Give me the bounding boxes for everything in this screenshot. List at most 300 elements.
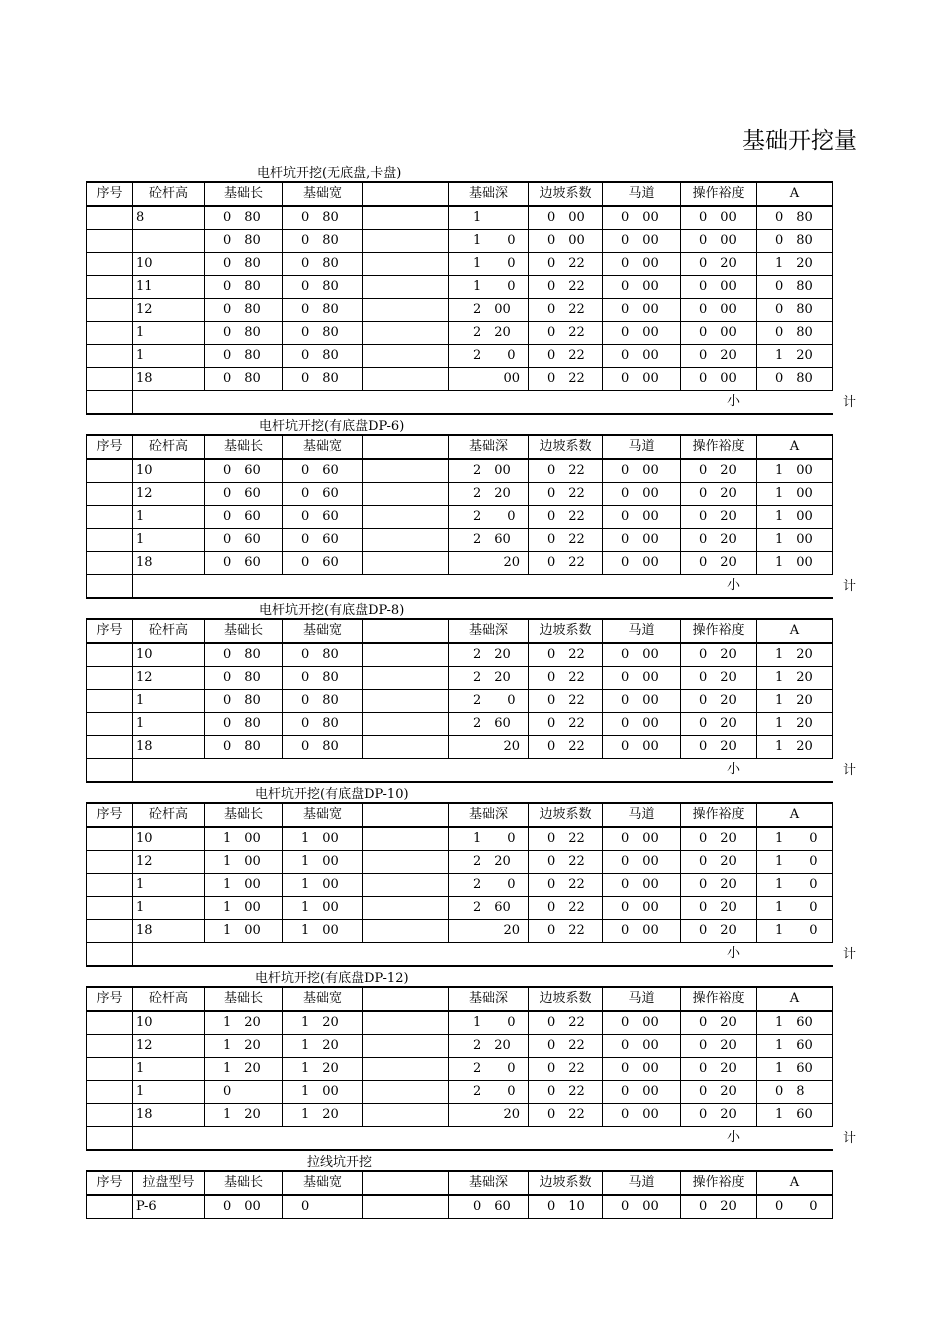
table-cell[interactable]: 0 80 <box>283 643 363 667</box>
table-cell[interactable]: 0 22 <box>529 506 603 529</box>
table-cell[interactable] <box>363 920 449 943</box>
table-cell[interactable]: 0 00 <box>529 206 603 230</box>
table-cell[interactable]: 2 00 <box>449 459 529 483</box>
table-cell[interactable]: 0 20 <box>681 736 757 759</box>
table-cell[interactable]: 0 20 <box>681 529 757 552</box>
table-cell[interactable]: 0 00 <box>603 643 681 667</box>
table-cell[interactable] <box>363 1058 449 1081</box>
table-cell[interactable]: 1 20 <box>283 1035 363 1058</box>
table-cell[interactable]: 0 20 <box>681 713 757 736</box>
table-cell[interactable]: 18 <box>133 920 205 943</box>
table-cell[interactable]: 0 00 <box>603 1081 681 1104</box>
table-cell[interactable]: 0 60 <box>205 552 283 575</box>
table-cell[interactable]: 0 00 <box>603 667 681 690</box>
table-cell[interactable]: 1 00 <box>283 827 363 851</box>
table-cell[interactable]: 1 <box>133 1058 205 1081</box>
table-cell[interactable] <box>87 1104 133 1127</box>
table-cell[interactable]: 1 0 <box>449 230 529 253</box>
table-cell[interactable] <box>87 1195 133 1219</box>
table-cell[interactable]: 0 20 <box>681 345 757 368</box>
table-cell[interactable]: 0 60 <box>205 506 283 529</box>
table-cell[interactable]: 2 20 <box>449 667 529 690</box>
table-cell[interactable]: 1 20 <box>757 690 833 713</box>
table-cell[interactable]: 0 <box>283 1195 363 1219</box>
table-cell[interactable]: 0 80 <box>757 230 833 253</box>
table-cell[interactable]: 1 60 <box>757 1104 833 1127</box>
table-cell[interactable]: 20 <box>449 920 529 943</box>
table-cell[interactable]: 1 20 <box>283 1011 363 1035</box>
table-cell[interactable] <box>363 736 449 759</box>
table-cell[interactable] <box>87 1011 133 1035</box>
table-cell[interactable]: 0 80 <box>205 667 283 690</box>
table-cell[interactable]: 0 20 <box>681 1104 757 1127</box>
table-cell[interactable]: 0 00 <box>529 230 603 253</box>
table-cell[interactable]: 0 00 <box>681 206 757 230</box>
table-cell[interactable] <box>87 322 133 345</box>
table-cell[interactable]: 0 60 <box>283 483 363 506</box>
table-cell[interactable]: 0 00 <box>603 206 681 230</box>
table-cell[interactable]: 11 <box>133 276 205 299</box>
table-cell[interactable]: 0 00 <box>603 529 681 552</box>
table-cell[interactable]: 0 60 <box>205 529 283 552</box>
table-cell[interactable] <box>363 874 449 897</box>
table-cell[interactable] <box>87 529 133 552</box>
table-cell[interactable]: 0 00 <box>603 897 681 920</box>
table-cell[interactable] <box>363 1011 449 1035</box>
table-cell[interactable]: 1 60 <box>757 1035 833 1058</box>
table-cell[interactable]: 0 20 <box>681 643 757 667</box>
table-cell[interactable]: 2 60 <box>449 897 529 920</box>
table-cell[interactable]: 0 80 <box>283 206 363 230</box>
table-cell[interactable] <box>87 552 133 575</box>
table-cell[interactable] <box>87 299 133 322</box>
table-cell[interactable]: 0 80 <box>205 206 283 230</box>
table-cell[interactable]: 1 0 <box>757 897 833 920</box>
table-cell[interactable]: 0 22 <box>529 299 603 322</box>
table-cell[interactable]: 1 00 <box>205 827 283 851</box>
table-cell[interactable]: 18 <box>133 552 205 575</box>
table-cell[interactable]: 1 0 <box>757 851 833 874</box>
table-cell[interactable]: 0 00 <box>603 874 681 897</box>
table-cell[interactable]: 1 <box>133 345 205 368</box>
table-cell[interactable]: 0 80 <box>283 690 363 713</box>
table-cell[interactable]: 0 20 <box>681 690 757 713</box>
table-cell[interactable]: 2 0 <box>449 874 529 897</box>
table-cell[interactable]: 1 00 <box>757 483 833 506</box>
table-cell[interactable] <box>87 276 133 299</box>
table-cell[interactable]: 2 0 <box>449 1058 529 1081</box>
table-cell[interactable]: 0 00 <box>603 322 681 345</box>
table-cell[interactable]: 1 20 <box>757 713 833 736</box>
table-cell[interactable]: 0 22 <box>529 874 603 897</box>
table-cell[interactable]: 12 <box>133 483 205 506</box>
table-cell[interactable] <box>87 736 133 759</box>
table-cell[interactable]: 1 <box>133 322 205 345</box>
table-cell[interactable] <box>87 851 133 874</box>
table-cell[interactable]: 0 00 <box>681 368 757 391</box>
table-cell[interactable]: 0 20 <box>681 506 757 529</box>
table-cell[interactable]: 0 22 <box>529 322 603 345</box>
table-cell[interactable]: 10 <box>133 1011 205 1035</box>
table-cell[interactable]: 1 0 <box>757 827 833 851</box>
table-cell[interactable]: 0 22 <box>529 827 603 851</box>
column-header: 边坡系数 <box>529 619 603 643</box>
table-row <box>87 1081 833 1104</box>
table-cell[interactable] <box>363 506 449 529</box>
table-cell[interactable]: 1 0 <box>757 920 833 943</box>
table-cell[interactable]: 1 20 <box>757 736 833 759</box>
table-cell[interactable]: 1 <box>133 1081 205 1104</box>
table-cell[interactable] <box>87 230 133 253</box>
table-cell[interactable]: 20 <box>449 1104 529 1127</box>
table-cell[interactable]: 10 <box>133 459 205 483</box>
table-cell[interactable]: 0 22 <box>529 1058 603 1081</box>
table-cell[interactable]: 0 00 <box>603 368 681 391</box>
table-cell[interactable]: 0 60 <box>205 483 283 506</box>
table-cell[interactable] <box>363 851 449 874</box>
table-cell[interactable]: 2 0 <box>449 345 529 368</box>
table-cell[interactable]: 18 <box>133 1104 205 1127</box>
table-cell[interactable] <box>363 253 449 276</box>
table-cell[interactable]: 1 0 <box>449 276 529 299</box>
table-cell[interactable] <box>363 552 449 575</box>
table-cell[interactable] <box>133 230 205 253</box>
table-cell[interactable]: 0 80 <box>283 345 363 368</box>
table-cell[interactable]: 0 0 <box>757 1195 833 1219</box>
table-cell[interactable] <box>87 368 133 391</box>
table-cell[interactable]: 0 80 <box>205 643 283 667</box>
table-cell[interactable]: 1 20 <box>757 253 833 276</box>
table-cell[interactable] <box>363 690 449 713</box>
table-cell[interactable]: 10 <box>133 643 205 667</box>
table-cell[interactable]: 1 20 <box>757 345 833 368</box>
table-cell[interactable]: 0 00 <box>603 276 681 299</box>
table-cell[interactable]: 0 20 <box>681 483 757 506</box>
table-cell[interactable]: 1 00 <box>205 874 283 897</box>
table-cell[interactable] <box>363 667 449 690</box>
table-cell[interactable]: 0 00 <box>681 299 757 322</box>
table-cell[interactable]: 0 22 <box>529 1035 603 1058</box>
table-cell[interactable]: 1 20 <box>757 667 833 690</box>
table-cell[interactable]: 1 0 <box>449 1011 529 1035</box>
table-cell[interactable]: 1 00 <box>757 552 833 575</box>
table-cell[interactable]: 1 00 <box>283 1081 363 1104</box>
table-cell[interactable]: 0 00 <box>603 920 681 943</box>
table-cell[interactable]: 0 80 <box>283 276 363 299</box>
table-cell[interactable]: 0 60 <box>283 552 363 575</box>
table-cell[interactable]: 2 0 <box>449 690 529 713</box>
table-cell[interactable]: 0 80 <box>757 206 833 230</box>
column-header: 基础深 <box>449 1171 529 1195</box>
table-cell[interactable]: 0 20 <box>681 1195 757 1219</box>
table-cell[interactable]: 00 <box>449 368 529 391</box>
table-cell[interactable]: 2 0 <box>449 1081 529 1104</box>
table-cell[interactable]: 10 <box>133 827 205 851</box>
table-cell[interactable] <box>363 299 449 322</box>
table-cell[interactable]: 0 80 <box>205 736 283 759</box>
table-cell[interactable]: 0 22 <box>529 345 603 368</box>
table-cell[interactable] <box>87 920 133 943</box>
table-cell[interactable]: 1 60 <box>757 1058 833 1081</box>
table-cell[interactable] <box>87 690 133 713</box>
table-cell[interactable]: 0 20 <box>681 667 757 690</box>
table-cell[interactable] <box>87 253 133 276</box>
table-cell[interactable]: 1 00 <box>757 529 833 552</box>
table-cell[interactable]: 2 20 <box>449 322 529 345</box>
table-cell[interactable]: 0 80 <box>283 736 363 759</box>
table-cell[interactable]: 0 22 <box>529 690 603 713</box>
table-cell[interactable]: 12 <box>133 667 205 690</box>
table-cell[interactable]: 1 20 <box>205 1058 283 1081</box>
table-cell[interactable]: 12 <box>133 299 205 322</box>
table-cell[interactable] <box>87 667 133 690</box>
table-cell[interactable]: 0 20 <box>681 1011 757 1035</box>
column-header: 基础宽 <box>283 987 363 1011</box>
table-cell[interactable]: 0 00 <box>603 1104 681 1127</box>
table-cell[interactable]: 0 80 <box>283 667 363 690</box>
table-cell[interactable]: 0 20 <box>681 874 757 897</box>
table-cell[interactable]: 1 <box>449 206 529 230</box>
table-cell[interactable]: 1 <box>133 897 205 920</box>
table-cell[interactable]: 0 22 <box>529 552 603 575</box>
table-cell[interactable]: 0 22 <box>529 851 603 874</box>
table-cell[interactable]: 1 20 <box>205 1011 283 1035</box>
table-cell[interactable]: 1 <box>133 874 205 897</box>
table-cell[interactable]: 0 20 <box>681 1035 757 1058</box>
table-cell[interactable]: 0 80 <box>283 253 363 276</box>
table-cell[interactable]: 0 80 <box>757 299 833 322</box>
table-cell[interactable]: 1 <box>133 713 205 736</box>
table-cell[interactable]: 0 <box>205 1081 283 1104</box>
table-cell[interactable]: 0 80 <box>205 322 283 345</box>
table-cell[interactable]: 1 20 <box>205 1104 283 1127</box>
table-cell[interactable]: 0 00 <box>603 1195 681 1219</box>
table-cell[interactable]: 2 60 <box>449 529 529 552</box>
table-cell[interactable]: 0 20 <box>681 1081 757 1104</box>
column-header: 基础深 <box>449 803 529 827</box>
table-cell[interactable]: 1 00 <box>205 851 283 874</box>
table-cell[interactable]: 0 80 <box>757 368 833 391</box>
table-cell[interactable]: 0 00 <box>603 1011 681 1035</box>
table-row <box>87 552 833 575</box>
table-cell[interactable]: 0 22 <box>529 713 603 736</box>
table-cell[interactable]: 0 00 <box>603 1035 681 1058</box>
table-cell[interactable]: 2 20 <box>449 643 529 667</box>
table-cell[interactable] <box>363 1035 449 1058</box>
table-cell[interactable] <box>363 345 449 368</box>
table-cell[interactable]: 0 22 <box>529 459 603 483</box>
table-cell[interactable]: 0 22 <box>529 1081 603 1104</box>
table-cell[interactable]: 1 <box>133 529 205 552</box>
table-cell[interactable]: 18 <box>133 368 205 391</box>
table-cell[interactable]: 1 0 <box>757 874 833 897</box>
table-cell[interactable]: 0 22 <box>529 276 603 299</box>
table-cell[interactable]: 0 00 <box>603 851 681 874</box>
table-cell[interactable]: 1 20 <box>205 1035 283 1058</box>
table-cell[interactable]: 0 60 <box>283 529 363 552</box>
table-cell[interactable]: 18 <box>133 736 205 759</box>
table-cell[interactable]: 0 22 <box>529 643 603 667</box>
table-cell[interactable] <box>87 1058 133 1081</box>
table-cell[interactable] <box>363 897 449 920</box>
table-cell[interactable]: 0 00 <box>603 713 681 736</box>
table-cell[interactable] <box>363 322 449 345</box>
table-cell[interactable]: 0 22 <box>529 1011 603 1035</box>
table-cell[interactable]: 0 20 <box>681 920 757 943</box>
table-cell[interactable]: 0 20 <box>681 459 757 483</box>
table-cell[interactable] <box>363 230 449 253</box>
table-cell[interactable]: 0 80 <box>283 299 363 322</box>
table-cell[interactable]: 0 80 <box>205 230 283 253</box>
table-cell[interactable]: 0 80 <box>205 368 283 391</box>
table-cell[interactable]: 1 00 <box>205 897 283 920</box>
table-cell[interactable]: 0 80 <box>283 322 363 345</box>
table-cell[interactable]: 0 00 <box>603 506 681 529</box>
table-cell[interactable]: 0 60 <box>205 459 283 483</box>
table-cell[interactable]: 2 60 <box>449 713 529 736</box>
table-cell[interactable] <box>87 827 133 851</box>
table-cell[interactable]: 0 80 <box>283 713 363 736</box>
table-cell[interactable] <box>87 206 133 230</box>
table-cell[interactable]: 0 20 <box>681 851 757 874</box>
table-cell[interactable] <box>363 368 449 391</box>
table-cell[interactable] <box>363 459 449 483</box>
table-cell[interactable]: 1 00 <box>757 506 833 529</box>
table-cell[interactable]: 0 00 <box>603 690 681 713</box>
table-cell[interactable]: 1 00 <box>757 459 833 483</box>
table-cell[interactable]: 0 80 <box>283 368 363 391</box>
table-cell[interactable] <box>363 1104 449 1127</box>
table-cell[interactable] <box>363 1081 449 1104</box>
table-cell[interactable] <box>87 483 133 506</box>
table-cell[interactable]: 0 00 <box>205 1195 283 1219</box>
table-cell[interactable] <box>363 483 449 506</box>
table-cell[interactable]: 0 20 <box>681 897 757 920</box>
table-cell[interactable]: 0 60 <box>449 1195 529 1219</box>
table-cell[interactable]: 0 22 <box>529 920 603 943</box>
table-row <box>87 368 833 391</box>
table-cell[interactable]: 0 00 <box>603 1058 681 1081</box>
table-cell[interactable]: 0 60 <box>283 506 363 529</box>
table-cell[interactable]: 1 00 <box>283 920 363 943</box>
table-cell[interactable] <box>363 529 449 552</box>
table-cell[interactable] <box>87 643 133 667</box>
table-cell[interactable]: 10 <box>133 253 205 276</box>
table-cell[interactable]: 0 20 <box>681 827 757 851</box>
table-cell[interactable] <box>87 897 133 920</box>
table-cell[interactable]: 0 00 <box>681 230 757 253</box>
column-header: A <box>757 182 833 206</box>
table-cell[interactable]: 1 20 <box>283 1104 363 1127</box>
table-cell[interactable]: 0 20 <box>681 552 757 575</box>
table-cell[interactable]: 1 0 <box>449 253 529 276</box>
table-cell[interactable]: 0 00 <box>603 459 681 483</box>
table-cell[interactable]: 0 80 <box>205 713 283 736</box>
table-cell[interactable]: 0 20 <box>681 253 757 276</box>
table-cell[interactable]: 0 00 <box>603 552 681 575</box>
table-cell[interactable]: 1 20 <box>283 1058 363 1081</box>
table-cell[interactable]: 0 80 <box>757 276 833 299</box>
table-cell[interactable]: 0 80 <box>757 322 833 345</box>
table-cell[interactable]: 0 22 <box>529 483 603 506</box>
table-cell[interactable]: 0 00 <box>603 736 681 759</box>
table-cell[interactable]: 0 80 <box>205 299 283 322</box>
table-cell[interactable]: 0 22 <box>529 1104 603 1127</box>
table-cell[interactable]: 0 00 <box>603 299 681 322</box>
table-cell[interactable]: 12 <box>133 1035 205 1058</box>
table-cell[interactable]: 0 00 <box>603 253 681 276</box>
table-cell[interactable]: 1 00 <box>283 897 363 920</box>
table-cell[interactable]: P-6 <box>133 1195 205 1219</box>
table-cell[interactable] <box>363 713 449 736</box>
table-cell[interactable]: 2 20 <box>449 851 529 874</box>
table-cell[interactable]: 1 <box>133 506 205 529</box>
table-cell[interactable]: 0 20 <box>681 1058 757 1081</box>
table-cell[interactable]: 2 00 <box>449 299 529 322</box>
table-cell[interactable]: 1 <box>133 690 205 713</box>
table-cell[interactable]: 12 <box>133 851 205 874</box>
column-header: 操作裕度 <box>681 619 757 643</box>
table-cell[interactable] <box>363 206 449 230</box>
table-cell[interactable] <box>87 1081 133 1104</box>
table-cell[interactable]: 1 00 <box>283 851 363 874</box>
table-cell[interactable] <box>87 459 133 483</box>
table-cell[interactable] <box>363 827 449 851</box>
table-cell[interactable]: 0 80 <box>283 230 363 253</box>
table-cell[interactable]: 2 20 <box>449 483 529 506</box>
table-cell[interactable]: 0 00 <box>681 322 757 345</box>
table-cell[interactable]: 0 00 <box>603 483 681 506</box>
table-cell[interactable]: 0 22 <box>529 897 603 920</box>
table-cell[interactable]: 0 80 <box>205 345 283 368</box>
table-cell[interactable]: 0 80 <box>205 253 283 276</box>
table-cell[interactable]: 2 0 <box>449 506 529 529</box>
table-cell[interactable]: 1 00 <box>283 874 363 897</box>
table-cell[interactable]: 0 22 <box>529 736 603 759</box>
table-cell[interactable]: 0 00 <box>603 827 681 851</box>
table-cell[interactable]: 0 00 <box>681 276 757 299</box>
table-cell[interactable]: 2 20 <box>449 1035 529 1058</box>
table-cell[interactable]: 0 80 <box>205 690 283 713</box>
table-cell[interactable]: 1 00 <box>205 920 283 943</box>
table-cell[interactable]: 8 <box>133 206 205 230</box>
table-cell[interactable]: 0 22 <box>529 667 603 690</box>
table-cell[interactable]: 0 00 <box>603 230 681 253</box>
table-cell[interactable]: 1 0 <box>449 827 529 851</box>
table-cell[interactable] <box>87 874 133 897</box>
table-cell[interactable]: 0 10 <box>529 1195 603 1219</box>
table-cell[interactable]: 20 <box>449 552 529 575</box>
table-cell[interactable]: 0 22 <box>529 529 603 552</box>
table-cell[interactable]: 0 80 <box>205 276 283 299</box>
table-cell[interactable] <box>87 506 133 529</box>
table-cell[interactable] <box>363 276 449 299</box>
table-cell[interactable] <box>363 643 449 667</box>
table-cell[interactable]: 1 60 <box>757 1011 833 1035</box>
table-cell[interactable]: 1 20 <box>757 643 833 667</box>
table-cell[interactable] <box>87 713 133 736</box>
table-cell[interactable]: 0 8 <box>757 1081 833 1104</box>
table-cell[interactable]: 0 00 <box>603 345 681 368</box>
table-cell[interactable]: 0 60 <box>283 459 363 483</box>
table-cell[interactable] <box>363 1195 449 1219</box>
table-cell[interactable]: 0 22 <box>529 368 603 391</box>
table-cell[interactable] <box>87 1035 133 1058</box>
table-cell[interactable]: 20 <box>449 736 529 759</box>
table-cell[interactable]: 0 22 <box>529 253 603 276</box>
table-row <box>87 690 833 713</box>
table-cell[interactable] <box>87 345 133 368</box>
